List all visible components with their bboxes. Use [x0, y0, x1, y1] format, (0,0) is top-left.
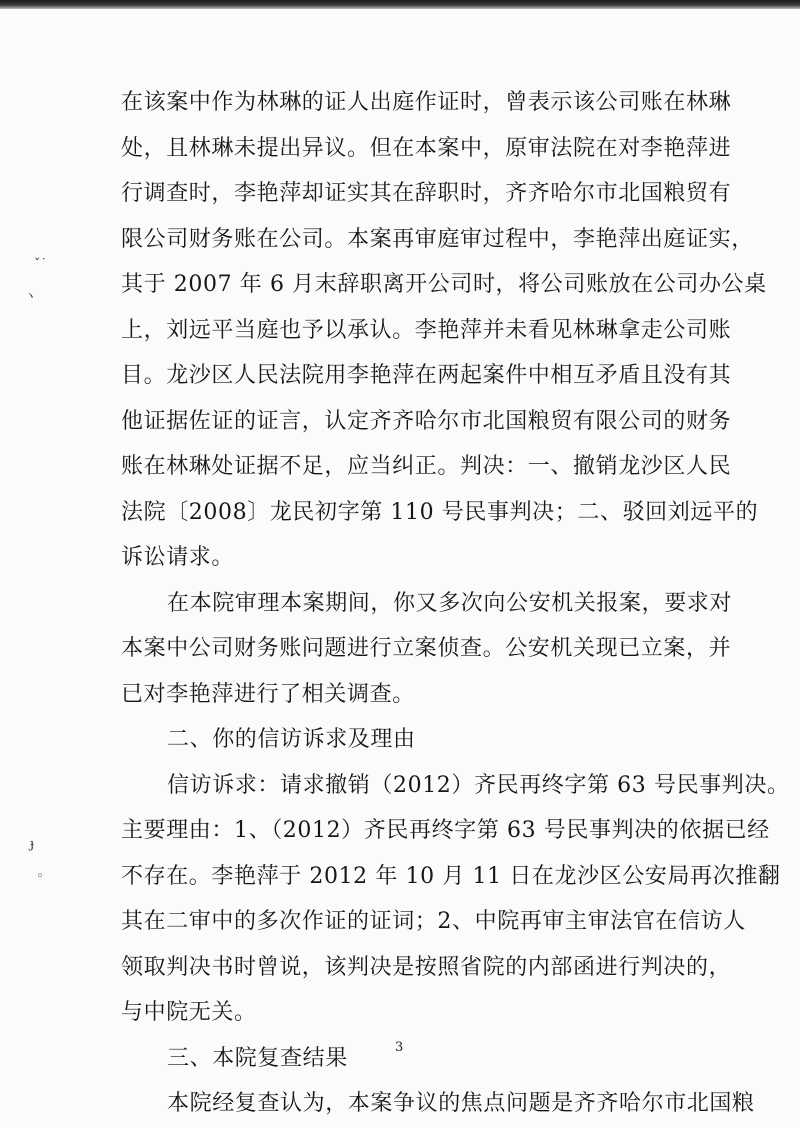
text-line: 他证据佐证的证言，认定齐齐哈尔市北国粮贸有限公司的财务 — [121, 408, 732, 434]
text-line: 上，刘远平当庭也予以承认。李艳萍并未看见林琳拿走公司账 — [121, 317, 732, 343]
text-line: 在该案中作为林琳的证人出庭作证时，曾表示该公司账在林琳 — [121, 90, 732, 115]
text-line: 目。龙沙区人民法院用李艳萍在两起案件中相互矛盾且没有其 — [121, 363, 732, 388]
text-line: 在本院审理本案期间，你又多次向公安机关报案，要求对 — [167, 590, 733, 616]
scan-speck: ◦ — [36, 869, 44, 884]
text-line: 诉讼请求。 — [121, 545, 235, 570]
text-line: 不存在。李艳萍于 2012 年 10 月 11 日在龙沙区公安局再次推翻 — [121, 863, 781, 889]
text-line: 其于 2007 年 6 月末辞职离开公司时，将公司账放在公司办公桌 — [121, 272, 767, 297]
text-line: 已对李艳萍进行了相关调查。 — [121, 681, 415, 707]
text-line: 主要理由：1、（2012）齐民再终字第 63 号民事判决的依据已经 — [121, 818, 770, 843]
section-heading: 二、你的信访诉求及理由 — [167, 727, 416, 752]
text-line: 其在二审中的多次作证的证词；2、中院再审主审法官在信访人 — [121, 909, 746, 934]
text-line: 限公司财务账在公司。本案再审庭审过程中，李艳萍出庭证实， — [121, 226, 754, 252]
text-line: 与中院无关。 — [121, 1000, 257, 1025]
text-line: 账在林琳处证据不足，应当纠正。判决：一、撤销龙沙区人民 — [121, 454, 732, 479]
section-heading: 三、本院复查结果 — [167, 1045, 348, 1071]
text-line: 本院经复查认为，本案争议的焦点问题是齐齐哈尔市北国粮 — [167, 1091, 755, 1116]
text-line: 领取判决书时曾说，该判决是按照省院的内部函进行判决的， — [121, 954, 732, 980]
text-line: 处，且林琳未提出异议。但在本案中，原审法院在对李艳萍进 — [121, 135, 732, 161]
document-body — [121, 80, 790, 1127]
text-line: 法院〔2008〕龙民初字第 110 号民事判决；二、驳回刘远平的 — [121, 499, 759, 525]
scan-top-edge — [0, 0, 800, 9]
text-line: 信访诉求：请求撤销（2012）齐民再终字第 63 号民事判决。 — [167, 772, 790, 798]
scan-speck: ɟ — [30, 837, 35, 852]
text-line: 行调查时，李艳萍却证实其在辞职时，齐齐哈尔市北国粮贸有 — [121, 181, 732, 206]
text-line: 本案中公司财务账问题进行立案侦查。公安机关现已立案，并 — [121, 636, 732, 661]
scan-speck: ˇ˙ — [34, 257, 47, 272]
scan-speck: ヽ — [24, 289, 38, 304]
page-number: 3 — [395, 1040, 404, 1055]
